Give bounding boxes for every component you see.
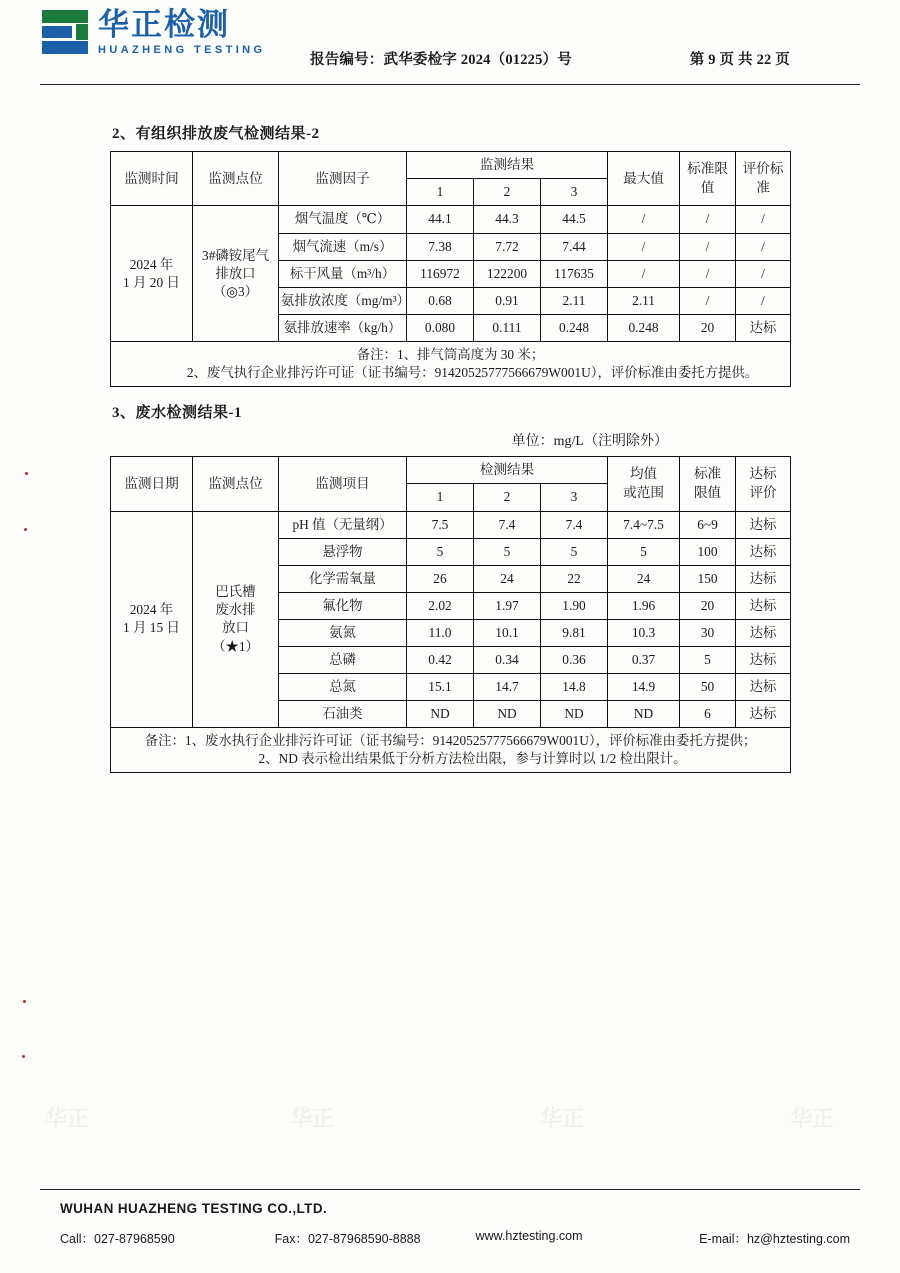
cell-result-3: 14.8 [541, 674, 608, 701]
cell-result-3: 5 [541, 538, 608, 565]
cell-average: 0.37 [608, 647, 680, 674]
cell-limit: / [680, 260, 736, 287]
table-row [111, 511, 791, 538]
cell-result-3: 9.81 [541, 619, 608, 646]
cell-item: 化学需氧量 [279, 565, 407, 592]
cell-result-2: 0.34 [474, 647, 541, 674]
cell-result-2: 5 [474, 538, 541, 565]
cell-item: 悬浮物 [279, 538, 407, 565]
cell-result-1: 5 [407, 538, 474, 565]
cell-pass: 达标 [736, 511, 791, 538]
cell-result-3: 0.248 [541, 314, 608, 341]
cell-factor: 氨排放浓度（mg/m³） [279, 287, 407, 314]
cell-factor: 烟气流速（m/s） [279, 233, 407, 260]
cell-max: / [608, 233, 680, 260]
col-header-r2: 2 [474, 484, 541, 511]
scan-artifact [24, 528, 27, 531]
watermark-decoration: 华正 [790, 1107, 835, 1132]
cell-factor: 标干风量（m³/h） [279, 260, 407, 287]
cell-result-2: ND [474, 701, 541, 728]
cell-limit: / [680, 287, 736, 314]
cell-max: / [608, 260, 680, 287]
col-header-point: 监测点位 [193, 152, 279, 206]
logo-mark-icon [42, 10, 88, 54]
table-note-row [111, 341, 791, 386]
cell-result-3: 44.5 [541, 206, 608, 233]
cell-result-1: 0.68 [407, 287, 474, 314]
cell-criteria: / [736, 233, 791, 260]
watermark-decoration: 华正 [540, 1107, 585, 1132]
scan-artifact [22, 1055, 25, 1058]
cell-monitor-point: 巴氏槽 废水排 放口 （★1） [193, 511, 279, 728]
cell-pass: 达标 [736, 592, 791, 619]
cell-monitor-date: 2024 年 1 月 15 日 [111, 511, 193, 728]
cell-result-3: 7.4 [541, 511, 608, 538]
table-row [111, 206, 791, 233]
cell-limit: / [680, 206, 736, 233]
cell-result-1: ND [407, 701, 474, 728]
cell-result-3: 7.44 [541, 233, 608, 260]
cell-result-2: 7.72 [474, 233, 541, 260]
cell-limit: 150 [680, 565, 736, 592]
cell-factor: 烟气温度（℃） [279, 206, 407, 233]
cell-result-2: 24 [474, 565, 541, 592]
cell-limit: 50 [680, 674, 736, 701]
report-meta-line [310, 48, 790, 69]
cell-limit: / [680, 233, 736, 260]
cell-result-2: 10.1 [474, 619, 541, 646]
report-number: 报告编号：武华委检字 2024（01225）号 [310, 52, 572, 68]
col-header-r3: 3 [541, 179, 608, 206]
cell-pass: 达标 [736, 619, 791, 646]
col-header-results: 监测结果 [407, 152, 608, 179]
col-header-date: 监测日期 [111, 457, 193, 511]
cell-result-2: 1.97 [474, 592, 541, 619]
cell-result-1: 7.38 [407, 233, 474, 260]
scan-artifact [23, 1000, 26, 1003]
table-header-row [111, 152, 791, 179]
footer-website[interactable]: www.hztesting.com [475, 1229, 583, 1243]
cell-criteria: 达标 [736, 314, 791, 341]
exhaust-note [111, 341, 791, 386]
footer-fax: Fax：027-87968590-8888 [274, 1232, 421, 1246]
cell-max: 2.11 [608, 287, 680, 314]
col-header-r3: 3 [541, 484, 608, 511]
cell-average: 1.96 [608, 592, 680, 619]
col-header-limit: 标准限值 [680, 152, 736, 206]
cell-limit: 6~9 [680, 511, 736, 538]
col-header-pass: 达标 评价 [736, 457, 791, 511]
footer-phone: Call：027-87968590 [60, 1232, 175, 1246]
page-header [0, 0, 900, 92]
cell-monitor-date: 2024 年 1 月 20 日 [111, 206, 193, 341]
cell-average: 14.9 [608, 674, 680, 701]
header-divider [40, 84, 860, 85]
cell-criteria: / [736, 260, 791, 287]
col-header-max: 最大值 [608, 152, 680, 206]
cell-result-2: 0.111 [474, 314, 541, 341]
wastewater-unit-label: 单位：mg/L（注明除外） [511, 434, 668, 450]
table-header-row [111, 457, 791, 484]
page-content [0, 92, 900, 1132]
cell-criteria: / [736, 206, 791, 233]
cell-result-1: 15.1 [407, 674, 474, 701]
cell-result-1: 2.02 [407, 592, 474, 619]
logo-text [98, 8, 265, 56]
cell-result-1: 44.1 [407, 206, 474, 233]
footer-email[interactable]: E-mail：hz@hztesting.com [699, 1232, 850, 1246]
cell-result-3: 117635 [541, 260, 608, 287]
cell-result-1: 116972 [407, 260, 474, 287]
cell-max: 0.248 [608, 314, 680, 341]
cell-item: 氟化物 [279, 592, 407, 619]
cell-result-2: 14.7 [474, 674, 541, 701]
footer-divider [40, 1189, 860, 1190]
col-header-point: 监测点位 [193, 457, 279, 511]
cell-monitor-point: 3#磷铵尾气 排放口 （◎3） [193, 206, 279, 341]
footer-company-name: WUHAN HUAZHENG TESTING CO.,LTD. [60, 1201, 328, 1216]
page-number: 第 9 页 共 22 页 [689, 52, 790, 68]
cell-pass: 达标 [736, 565, 791, 592]
cell-result-1: 0.080 [407, 314, 474, 341]
wastewater-results-table [110, 456, 791, 773]
cell-limit: 20 [680, 314, 736, 341]
cell-max: / [608, 206, 680, 233]
cell-result-1: 26 [407, 565, 474, 592]
cell-result-3: 0.36 [541, 647, 608, 674]
cell-average: 24 [608, 565, 680, 592]
company-logo [42, 8, 265, 56]
col-header-criteria: 评价标准 [736, 152, 791, 206]
exhaust-results-table [110, 151, 791, 387]
cell-criteria: / [736, 287, 791, 314]
cell-result-3: 22 [541, 565, 608, 592]
cell-result-3: 2.11 [541, 287, 608, 314]
exhaust-note-line-1: 备注：1、排气筒高度为 30 米； [356, 346, 545, 362]
wastewater-note [111, 728, 791, 773]
cell-result-1: 7.5 [407, 511, 474, 538]
cell-pass: 达标 [736, 538, 791, 565]
cell-result-1: 0.42 [407, 647, 474, 674]
cell-average: 10.3 [608, 619, 680, 646]
col-header-average: 均值 或范围 [608, 457, 680, 511]
wastewater-note-line-2: 2、ND 表示检出结果低于分析方法检出限，参与计算时以 1/2 检出限计。 [258, 751, 687, 767]
cell-limit: 6 [680, 701, 736, 728]
cell-pass: 达标 [736, 674, 791, 701]
col-header-r1: 1 [407, 179, 474, 206]
watermark-decoration: 华正 [45, 1107, 90, 1132]
cell-result-2: 122200 [474, 260, 541, 287]
logo-chinese-name: 华正检测 [98, 7, 230, 43]
col-header-item: 监测项目 [279, 457, 407, 511]
cell-limit: 5 [680, 647, 736, 674]
col-header-factor: 监测因子 [279, 152, 407, 206]
cell-limit: 100 [680, 538, 736, 565]
cell-result-2: 44.3 [474, 206, 541, 233]
table-note-row [111, 728, 791, 773]
section-title-wastewater: 3、废水检测结果-1 [112, 405, 242, 422]
col-header-r2: 2 [474, 179, 541, 206]
cell-result-3: 1.90 [541, 592, 608, 619]
logo-english-name: HUAZHENG TESTING [98, 44, 266, 56]
page-footer [0, 1189, 900, 1273]
cell-limit: 30 [680, 619, 736, 646]
cell-result-2: 7.4 [474, 511, 541, 538]
footer-contact-row [60, 1229, 850, 1247]
exhaust-note-line-2: 2、废气执行企业排污许可证（证书编号：91420525777566679W001U），评价标准由委托方提供。 [186, 365, 759, 380]
cell-result-3: ND [541, 701, 608, 728]
cell-factor: 氨排放速率（kg/h） [279, 314, 407, 341]
wastewater-note-line-1: 备注：1、废水执行企业排污许可证（证书编号：91420525777566679W001U），评价标准由委托方提供； [144, 733, 757, 749]
col-header-time: 监测时间 [111, 152, 193, 206]
scan-artifact [25, 472, 28, 475]
cell-average: 5 [608, 538, 680, 565]
cell-item: 氨氮 [279, 619, 407, 646]
cell-item: 总磷 [279, 647, 407, 674]
cell-limit: 20 [680, 592, 736, 619]
col-header-results: 检测结果 [407, 457, 608, 484]
cell-result-2: 0.91 [474, 287, 541, 314]
watermark-decoration: 华正 [290, 1107, 335, 1132]
cell-average: 7.4~7.5 [608, 511, 680, 538]
cell-average: ND [608, 701, 680, 728]
cell-item: pH 值（无量纲） [279, 511, 407, 538]
cell-item: 石油类 [279, 701, 407, 728]
cell-pass: 达标 [736, 701, 791, 728]
cell-item: 总氮 [279, 674, 407, 701]
cell-pass: 达标 [736, 647, 791, 674]
cell-result-1: 11.0 [407, 619, 474, 646]
col-header-limit: 标准 限值 [680, 457, 736, 511]
section-title-exhaust: 2、有组织排放废气检测结果-2 [112, 126, 320, 142]
col-header-r1: 1 [407, 484, 474, 511]
